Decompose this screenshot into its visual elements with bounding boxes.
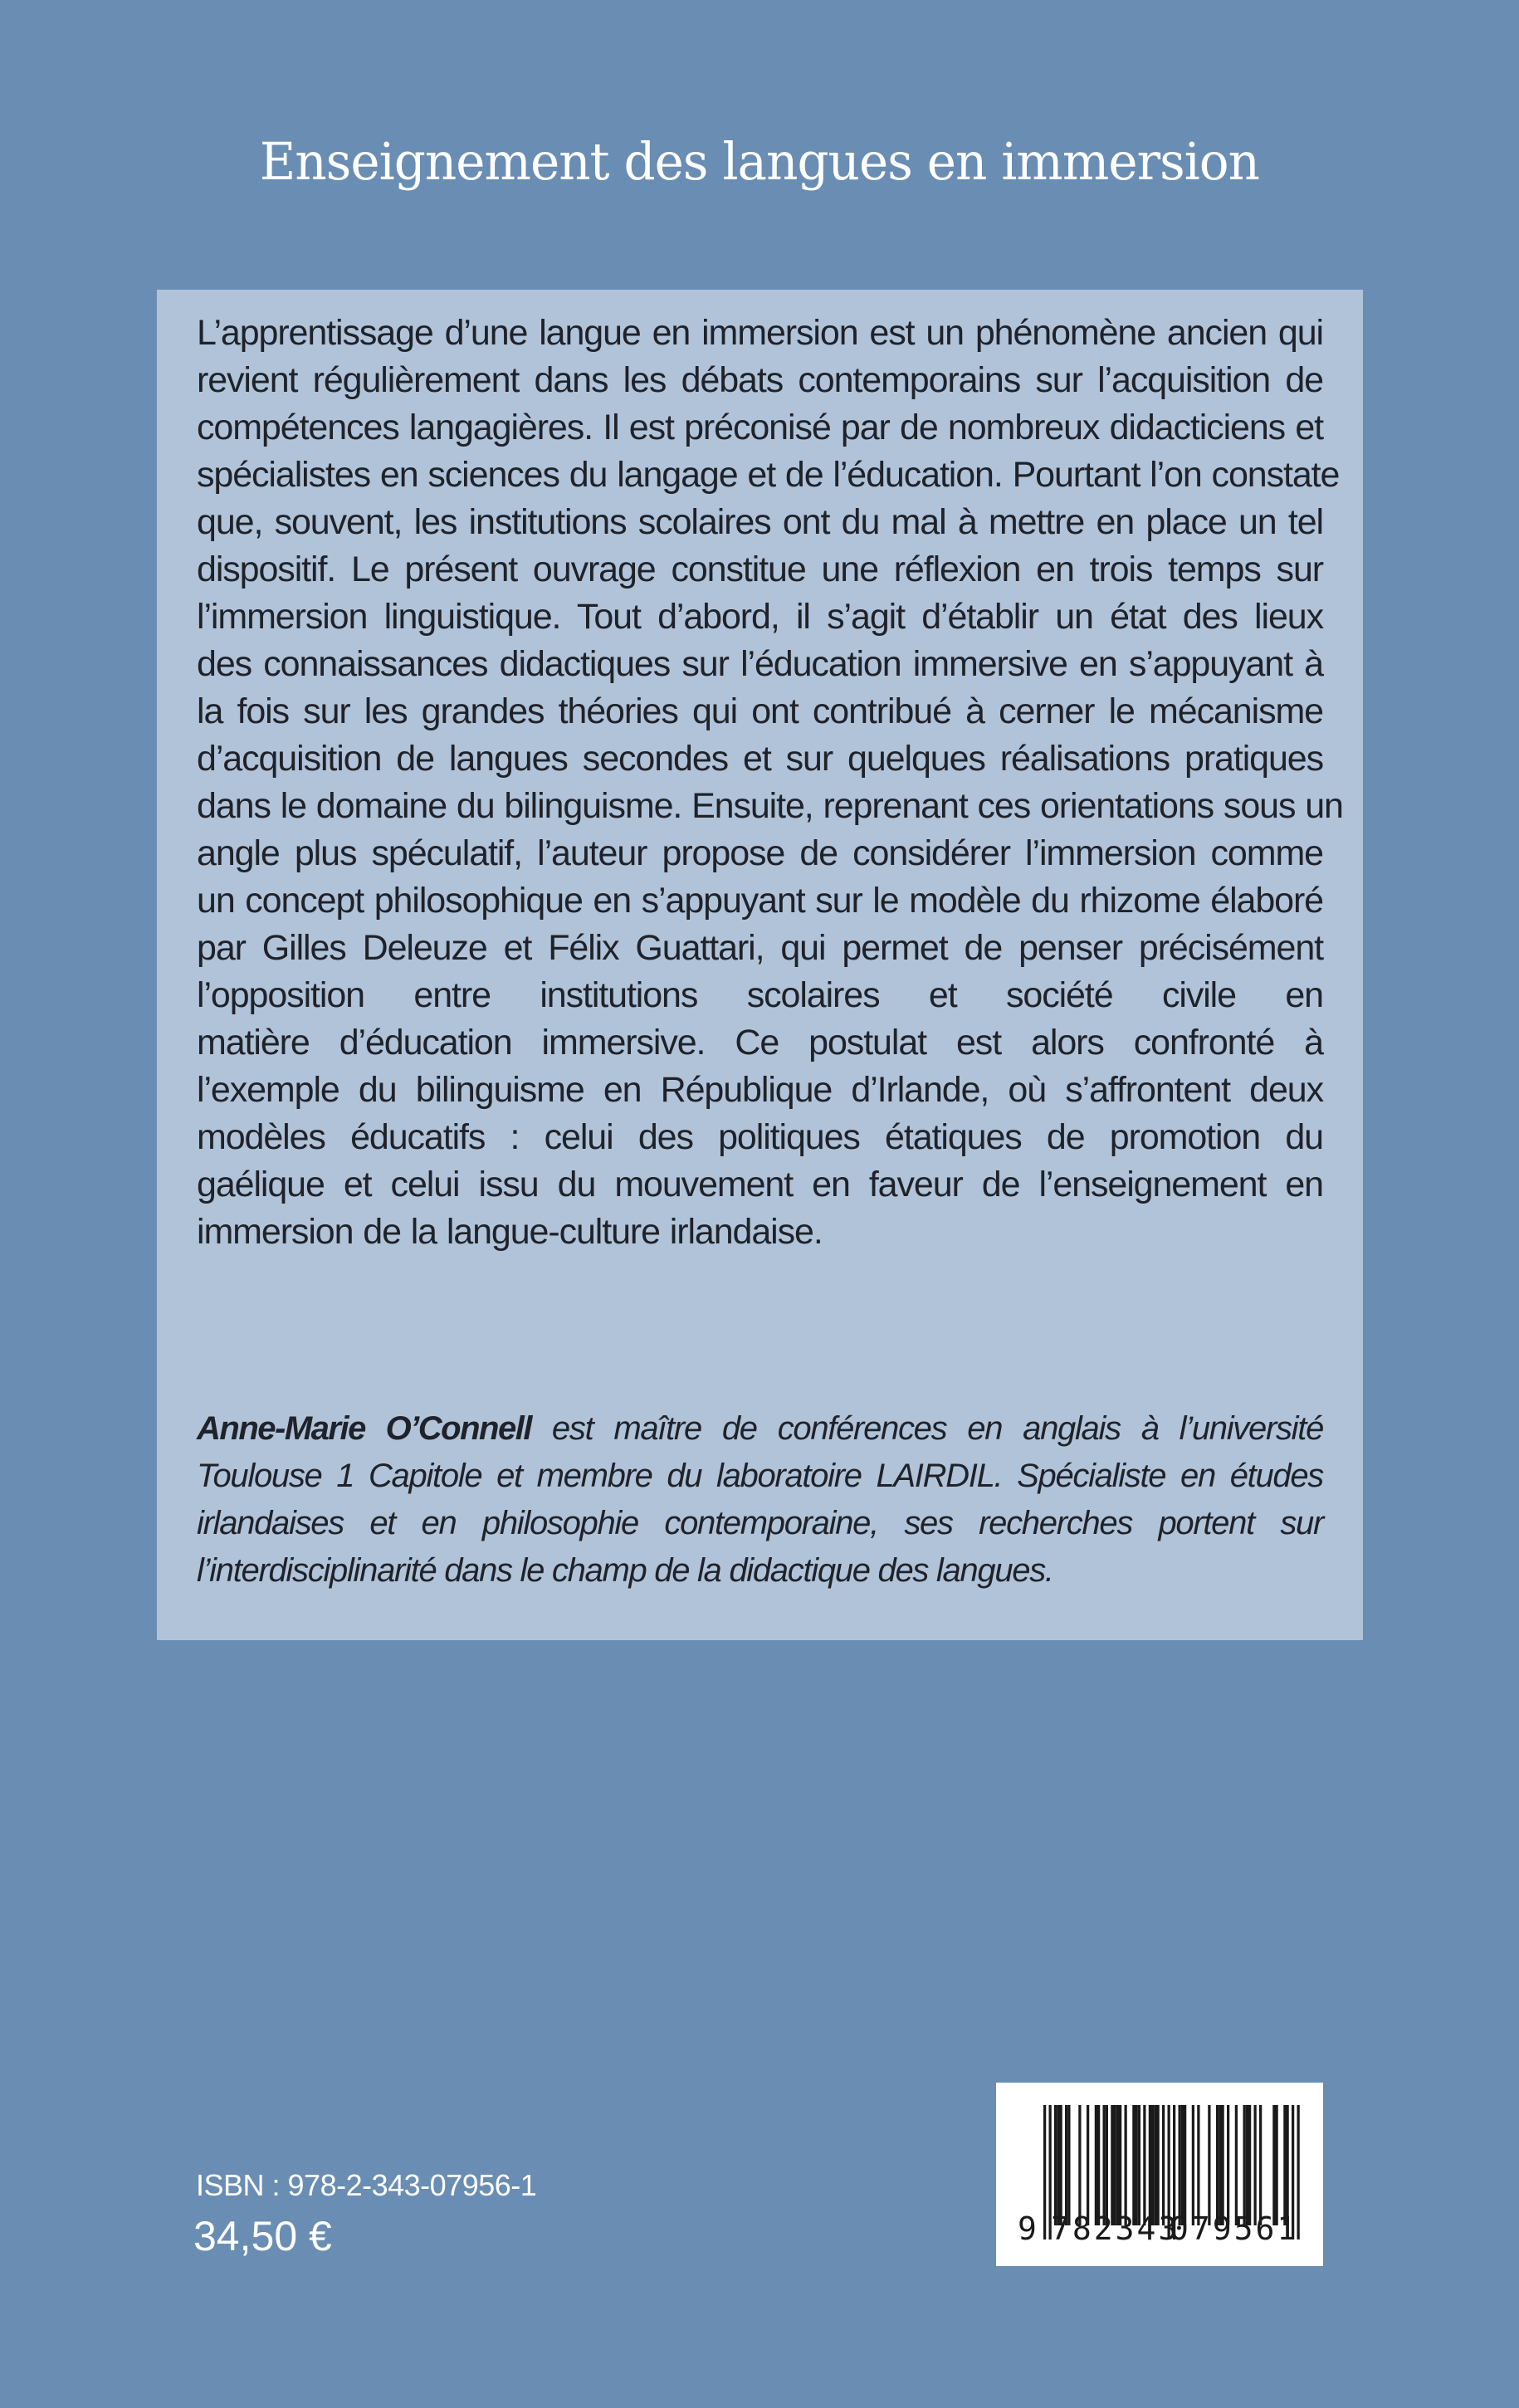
- bio-line: Toulouse 1 Capitole et membre du laboratoire LAIRDIL. Spécialiste en études: [197, 1458, 1323, 1494]
- blurb-line: dans le domaine du bilinguisme. Ensuite, reprenant ces orientations sous un: [197, 786, 1343, 826]
- bio-text: est maître de conférences en anglais à l’université: [530, 1410, 1324, 1447]
- blurb-line: compétences langagières. Il est préconisé par de nombreux didacticiens et: [197, 408, 1323, 447]
- blurb-line: que, souvent, les institutions scolaires ont du mal à mettre en place un tel: [197, 502, 1323, 542]
- blurb-line: par Gilles Deleuze et Félix Guattari, qui permet de penser précisément: [197, 928, 1323, 968]
- barcode-left-group: 782343: [1051, 2210, 1180, 2247]
- blurb-line: modèles éducatifs : celui des politiques étatiques de promotion du: [197, 1117, 1323, 1157]
- blurb-line: immersion de la langue-culture irlandaise.: [197, 1212, 823, 1252]
- blurb-line: matière d’éducation immersive. Ce postulat est alors confronté à: [197, 1023, 1323, 1062]
- author-name: Anne-Marie O’Connell: [197, 1410, 531, 1447]
- blurb-line: L’apprentissage d’une langue en immersion est un phénomène ancien qui: [197, 313, 1323, 353]
- blurb-line: angle plus spéculatif, l’auteur propose de considérer l’immersion comme: [197, 833, 1323, 873]
- blurb-line: l’exemple du bilinguisme en République d’Irlande, où s’affrontent deux: [197, 1070, 1323, 1110]
- blurb-line: gaélique et celui issu du mouvement en faveur de l’enseignement en: [197, 1165, 1323, 1204]
- bio-line: l’interdisciplinarité dans le champ de la didactique des langues.: [197, 1552, 1053, 1589]
- barcode-first-digit: 9: [1018, 2210, 1038, 2247]
- bio-line: [197, 1405, 1323, 1453]
- barcode-right-group: 079561: [1170, 2210, 1299, 2247]
- author-bio: [197, 1405, 1323, 1595]
- blurb-line: l’immersion linguistique. Tout d’abord, il s’agit d’établir un état des lieux: [197, 597, 1323, 637]
- blurb-line: la fois sur les grandes théories qui ont contribué à cerner le mécanisme: [197, 691, 1323, 731]
- blurb-line: des connaissances didactiques sur l’éducation immersive en s’appuyant à: [197, 644, 1323, 684]
- blurb-line: dispositif. Le présent ouvrage constitue une réflexion en trois temps sur: [197, 549, 1323, 589]
- barcode: [996, 2083, 1323, 2266]
- blurb-line: revient régulièrement dans les débats contemporains sur l’acquisition de: [197, 360, 1323, 400]
- back-cover-blurb: [197, 310, 1343, 1256]
- price-label: 34,50 €: [193, 2213, 332, 2259]
- blurb-line: d’acquisition de langues secondes et sur quelques réalisations pratiques: [197, 739, 1323, 779]
- summary-box: [157, 290, 1363, 1640]
- book-title: Enseignement des langues en immersion: [259, 131, 1260, 192]
- blurb-line: un concept philosophique en s’appuyant sur le modèle du rhizome élaboré: [197, 881, 1323, 921]
- barcode-digits: [1018, 2209, 1299, 2408]
- isbn-label: ISBN : 978-2-343-07956-1: [196, 2168, 537, 2202]
- blurb-line: spécialistes en sciences du langage et de l’éducation. Pourtant l’on constate: [197, 455, 1340, 495]
- blurb-line: l’opposition entre institutions scolaires et société civile en: [197, 975, 1323, 1015]
- bio-line: irlandaises et en philosophie contemporaine, ses recherches portent sur: [197, 1505, 1323, 1541]
